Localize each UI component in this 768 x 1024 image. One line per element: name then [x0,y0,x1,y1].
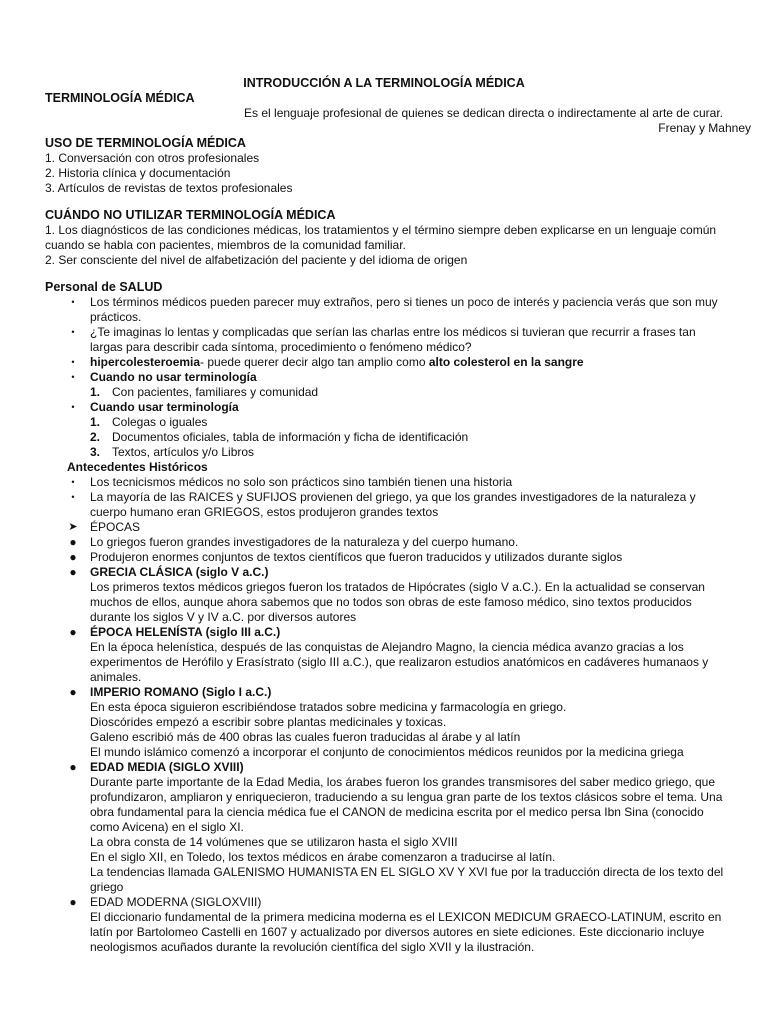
bullet-icon: ● [69,535,77,549]
epoch-text: La obra consta de 14 volúmenes que se utilizaron hasta el siglo XVIII [90,835,458,849]
term-text: - puede querer decir algo tan amplio como [200,355,429,369]
document-body [45,136,725,955]
personal-salud-list [45,295,725,460]
arrow-bullet-icon: ➤ [68,521,78,533]
list-item [45,760,725,895]
list-item [45,490,725,520]
list-item [45,550,725,565]
term-bold-meaning: alto colesterol en la sangre [428,355,584,369]
list-item [45,535,725,550]
definition-text: Es el lenguaje profesional de quienes se dedican directa o indirectamente al arte de curar. [244,106,723,120]
epoch-text: En esta época siguieron escribiéndose tratados sobre medicina y farmacología en griego. [90,700,567,714]
uso-item-1: 1. Conversación con otros profesionales [45,151,260,165]
sub-list-text: Documentos oficiales, tabla de información y ficha de identificación [112,430,469,444]
epoch-title: GRECIA CLÁSICA (siglo V a.C.) [90,565,269,579]
list-item-text: Produjeron enormes conjuntos de textos científicos que fueron traducidos y utilizados durante siglos [90,550,623,564]
sub-list-number: 1. [90,385,101,399]
sub-list-item [90,415,725,430]
list-item [45,400,725,460]
epoch-title: ÉPOCA HELENÍSTA (siglo III a.C.) [90,625,281,639]
antecedentes-list [45,475,725,955]
list-item [45,685,725,760]
epoch-text: La tendencias llamada GALENISMO HUMANISTA EN EL SIGLO XV Y XVI fue por la traducción directa de los texto del griego [90,865,724,894]
bullet-icon: • [71,372,75,382]
epoch-text: En la época helenística, después de las conquistas de Alejandro Magno, la ciencia médica avanzo gracias a los experimentos de Herófilo y Erasístrato (siglo III a.C.), que realizaron estudios anatómicos en cadáveres humanaos y animales. [90,640,709,684]
bullet-icon: ● [69,685,77,699]
list-item-text: Los tecnicismos médicos no solo son prácticos sino también tienen una historia [90,475,513,489]
list-item-text: Cuando no usar terminología [90,370,257,384]
sub-list-text: Textos, artículos y/o Libros [112,445,255,459]
sub-list-item [90,445,725,460]
epoch-text: El mundo islámico comenzó a incorporar el conjunto de conocimientos médicos reunidos por la medicina griega [90,745,684,759]
bullet-icon: ● [69,895,77,909]
sub-list-text: Con pacientes, familiares y comunidad [112,385,319,399]
list-item [45,475,725,490]
list-item [45,625,725,685]
cuando-no-item-2: 2. Ser consciente del nivel de alfabetización del paciente y del idioma de origen [45,253,468,267]
epoch-text: Galeno escribió más de 400 obras las cuales fueron traducidas al árabe y al latín [90,730,521,744]
list-item-text: Los términos médicos pueden parecer muy extraños, pero si tienes un poco de interés y paciencia verás que son muy prácticos. [90,295,718,324]
epoch-text: Dioscórides empezó a escribir sobre plantas medicinales y toxicas. [90,715,447,729]
epoch-text: Durante parte importante de la Edad Media, los árabes fueron los grandes transmisores del saber medico griego, que profundizaron, ampliaron y enriquecieron, traduciendo a su lengua gran parte de los textos clásicos sobre el tema. Una obra fundamental para la ciencia médica fue el CANON de medicina escrita por el medico persa Ibn Sina (conocido como Avicena) en el siglo XI. [90,775,723,834]
list-item-text: ÉPOCAS [90,520,141,534]
heading-antecedentes: Antecedentes Históricos [67,460,208,474]
bullet-icon: • [71,357,75,367]
sub-list-number: 3. [90,445,101,459]
uso-item-2: 2. Historia clínica y documentación [45,166,231,180]
heading-terminologia: TERMINOLOGÍA MÉDICA [45,91,195,105]
sub-list-number: 2. [90,430,101,444]
list-item [45,370,725,400]
bullet-icon: • [71,327,75,337]
heading-uso: USO DE TERMINOLOGÍA MÉDICA [45,136,246,150]
term-bold: hipercolesteroemia [90,355,201,369]
bullet-icon: ● [69,760,77,774]
bullet-icon: • [71,297,75,307]
epoch-text: Los primeros textos médicos griegos fueron los tratados de Hipócrates (siglo V a.C.). En la actualidad se conservan muchos de ellos, aunque ahora sabemos que no todos son obras de este famoso médico, sino textos producidos durante los siglos V y IV a.C. por diversos autores [90,580,705,624]
list-item [45,295,725,325]
bullet-icon: ● [69,550,77,564]
list-item-text: Cuando usar terminología [90,400,239,414]
list-item [45,520,725,535]
list-item [45,895,725,955]
bullet-icon: • [71,402,75,412]
uso-item-3: 3. Artículos de revistas de textos profesionales [45,181,293,195]
epoch-text: En el siglo XII, en Toledo, los textos médicos en árabe comenzaron a traducirse al latín. [90,850,556,864]
bullet-icon: ● [69,625,77,639]
list-item-text: Lo griegos fueron grandes investigadores de la naturaleza y del cuerpo humano. [90,535,519,549]
sub-list-item [90,430,725,445]
list-item [45,355,725,370]
sub-list-item [90,385,725,400]
bullet-icon: ● [69,565,77,579]
sub-list [90,385,725,400]
bullet-icon: • [71,477,75,487]
sub-list [90,415,725,460]
definition-author: Frenay y Mahney [658,121,751,135]
heading-cuando-no: CUÁNDO NO UTILIZAR TERMINOLOGÍA MÉDICA [45,208,336,222]
document-title: INTRODUCCIÓN A LA TERMINOLOGÍA MÉDICA [243,76,525,90]
sub-list-number: 1. [90,415,101,429]
epoch-text: El diccionario fundamental de la primera medicina moderna es el LEXICON MEDICUM GRAECO-LATINUM, escrito en latín por Bartolomeo Castelli en 1607 y actualizado por diversos autores en siete ediciones. Este diccionario incluye neologismos acuñados durante la revolución científica del siglo XVII y la ilustración. [90,910,722,954]
sub-list-text: Colegas o iguales [112,415,208,429]
list-item [45,565,725,625]
heading-personal-salud: Personal de SALUD [45,280,163,294]
list-item [45,325,725,355]
list-item-text: La mayoría de las RAICES y SUFIJOS provienen del griego, ya que los grandes investigadores de la naturaleza y cuerpo humano eran GRIEGOS, estos produjeron grandes textos [90,490,696,519]
epoch-title: EDAD MODERNA (SIGLOXVIII) [90,895,262,909]
epoch-title: IMPERIO ROMANO (Siglo I a.C.) [90,685,272,699]
epoch-title: EDAD MEDIA (SIGLO XVIII) [90,760,244,774]
bullet-icon: • [71,492,75,502]
list-item-text: ¿Te imaginas lo lentas y complicadas que serían las charlas entre los médicos si tuvieran que recurrir a frases tan largas para describir cada síntoma, procedimiento o fenómeno médico? [90,325,696,354]
cuando-no-item-1: 1. Los diagnósticos de las condiciones médicas, los tratamientos y el término siempre deben explicarse en un lenguaje común cuando se habla con pacientes, miembros de la comunidad familiar. [45,223,717,252]
